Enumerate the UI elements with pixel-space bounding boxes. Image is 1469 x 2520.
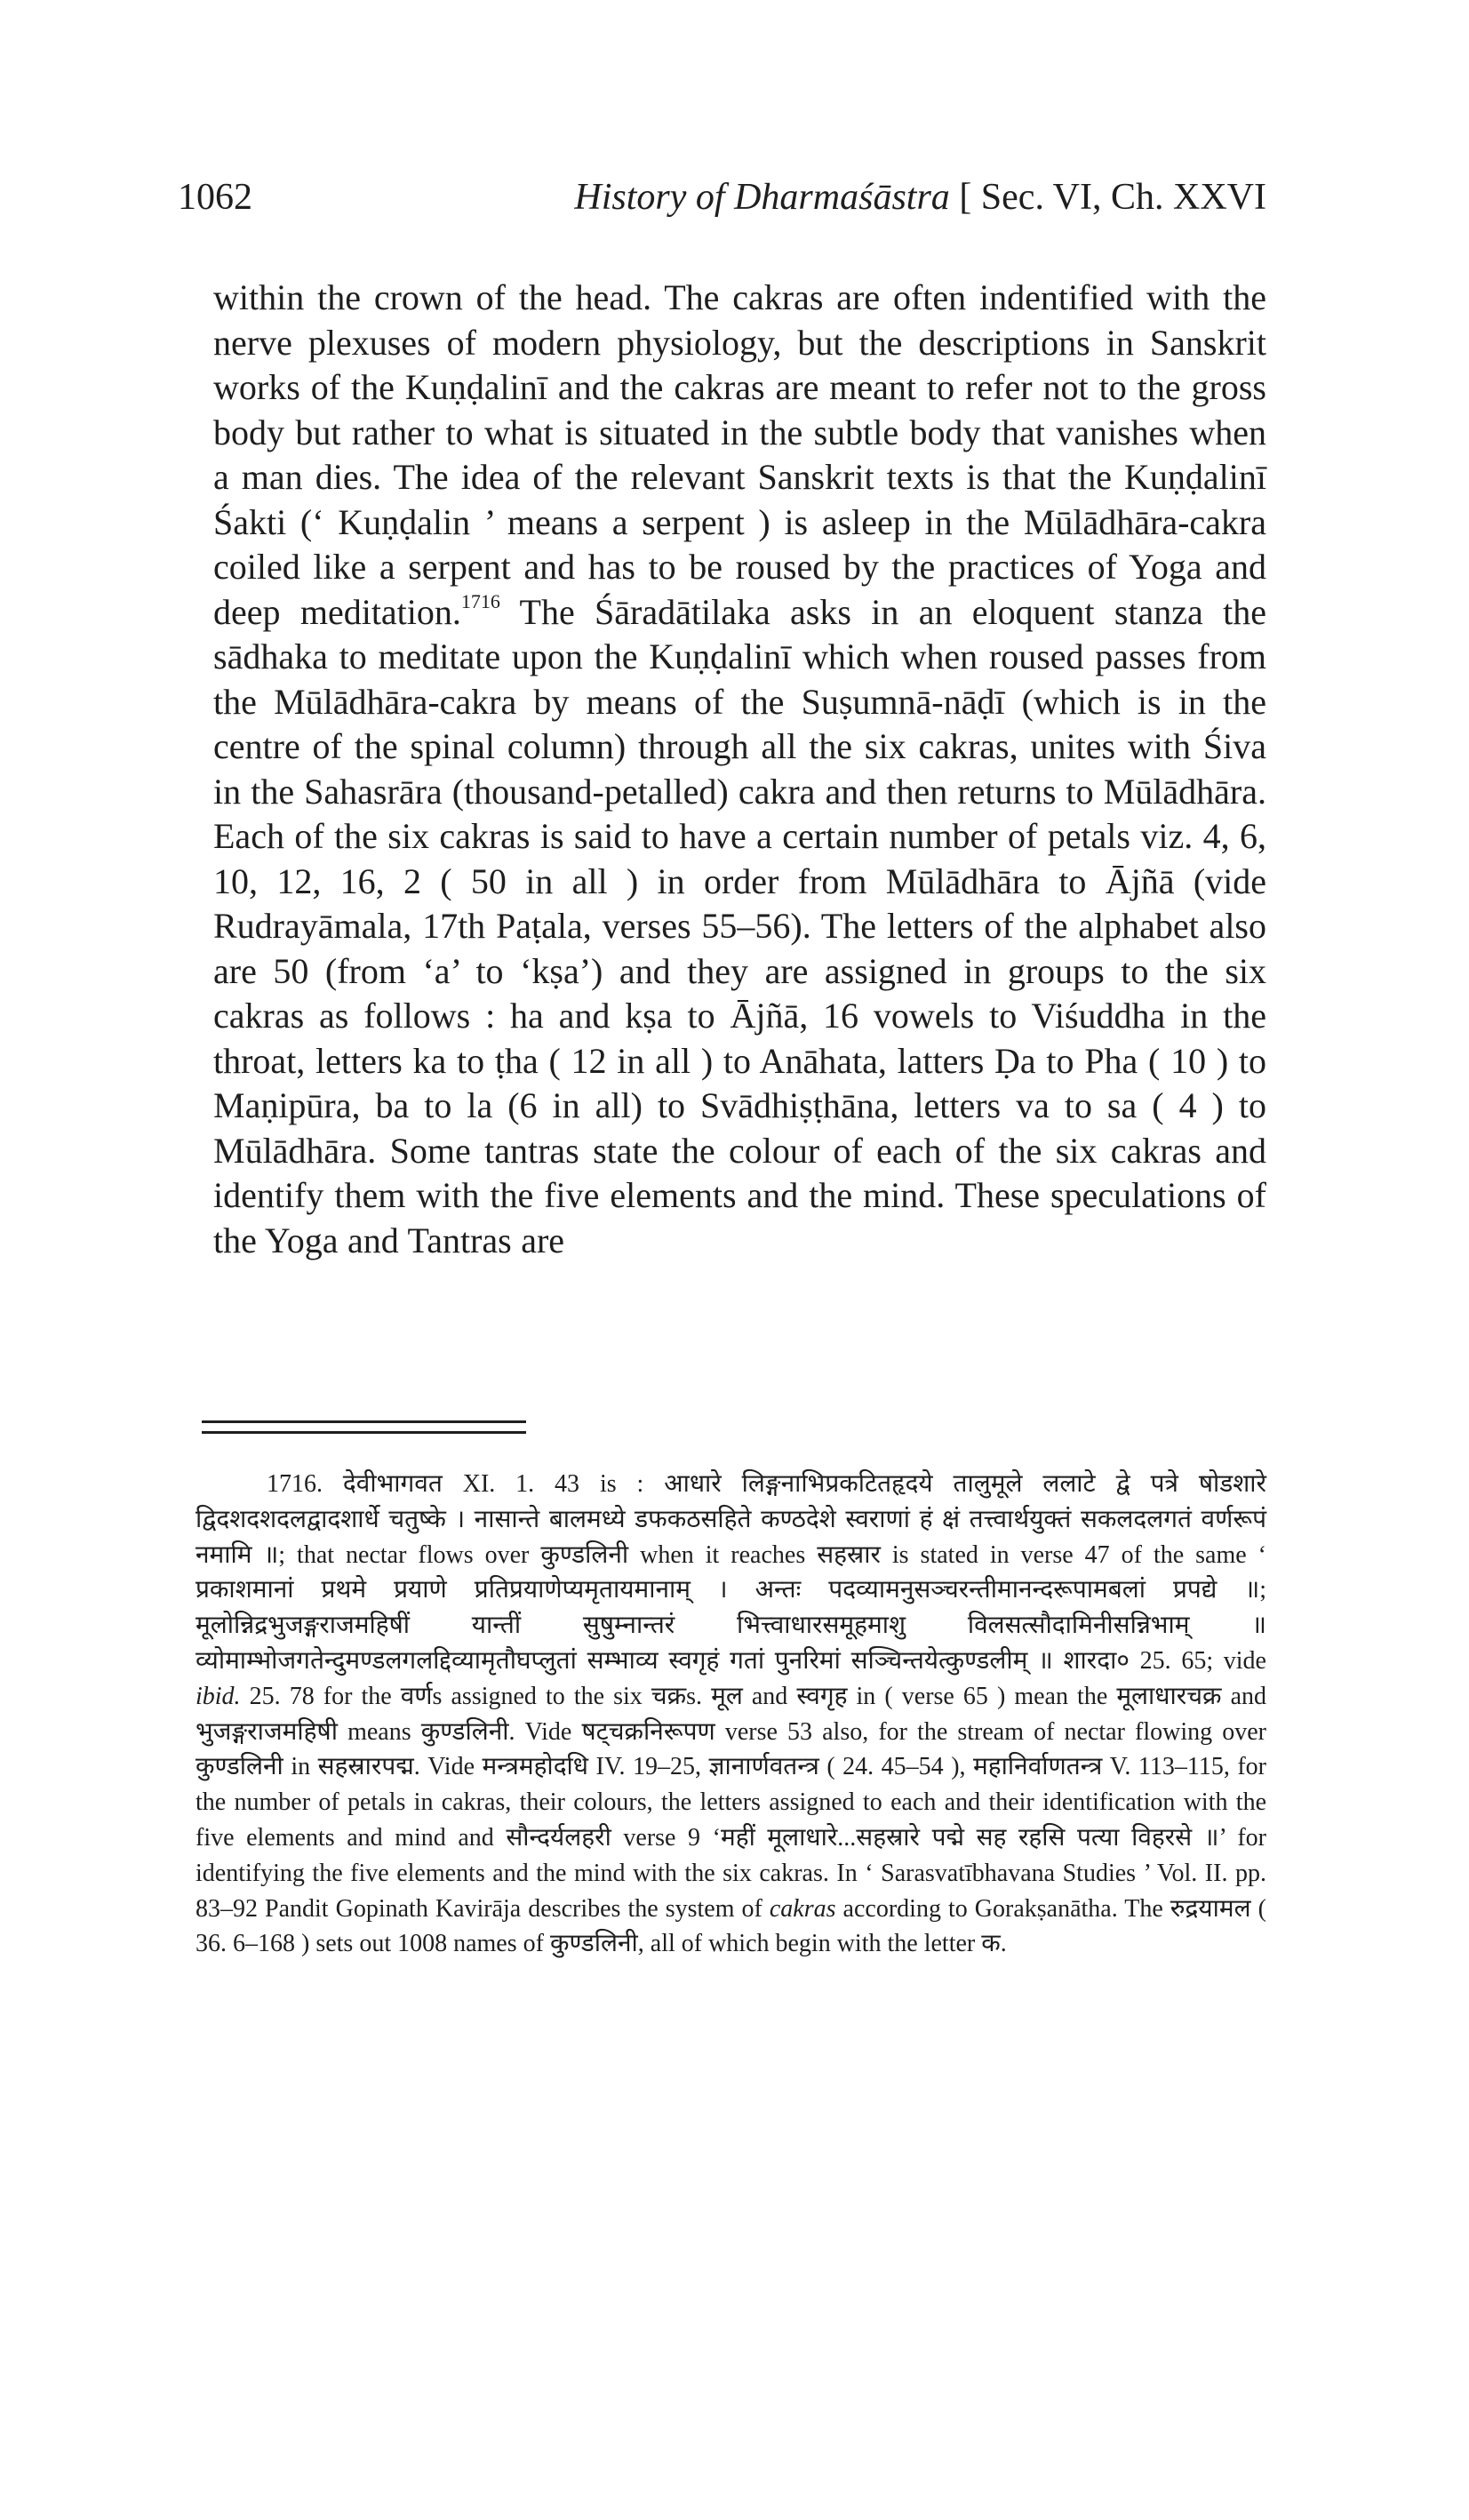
page-number: 1062	[178, 177, 252, 218]
footnote	[196, 1467, 1266, 1962]
page-header	[178, 176, 1266, 233]
running-title	[574, 176, 1266, 219]
footnote-reference: 1716	[460, 589, 500, 612]
footnote-text-part-1: देवीभागवत XI. 1. 43 is : आधारे लिङ्गनाभिप्रकटितहृदये तालुमूले ललाटे द्वे पत्रे षोडशारे द्विदशदशदलद्वादशार्धे चतुष्के । नासान्ते बालमध्ये डफकठसहिते कण्ठदेशे स्वराणां हं क्षं तत्त्वार्थयुक्तं सकलदलगतं वर्णरूपं नमामि ॥; that nectar flows over कुण्डलिनी when it reaches सहस्रार is stated in verse 47 of the same ‘ प्रकाशमानां प्रथमे प्रयाणे प्रतिप्रयाणेप्यमृतायमानाम् । अन्तः पदव्यामनुसञ्चरन्तीमानन्दरूपामबलां प्रपद्ये ॥; मूलोन्निद्रभुजङ्गराजमहिषीं यान्तीं सुषुम्नान्तरं भित्त्वाधारसमूहमाशु विलसत्सौदामिनीसन्निभाम् ॥ व्योमाम्भोजगतेन्दुमण्डलगलद्दिव्यामृतौघप्लुतां सम्भाव्य स्वगृहं गतां पुनरिमां सञ्चिन्तयेत्कुण्डलीम् ॥ शारदा० 25. 65; vide	[196, 1470, 1266, 1675]
footnote-rule-bottom	[202, 1431, 526, 1434]
footnote-rule-top	[202, 1420, 526, 1423]
running-title-book: History of Dharmaśāstra	[574, 177, 950, 218]
footnote-number: 1716.	[267, 1470, 323, 1498]
body-text-part-2: The Śāradātilaka asks in an eloquent stanza the sādhaka to meditate upon the Kuṇḍalinī which when roused passes from the Mūlādhāra-cakra by means of the Suṣumnā-nāḍī (which is in the centre of the spinal column) through all the six cakras, unites with Śiva in the Sahasrāra (thousand-petalled) cakra and then returns to Mūlādhāra. Each of the six cakras is said to have a certain number of petals viz. 4, 6, 10, 12, 16, 2 ( 50 in all ) in order from Mūlādhāra to Ājñā (vide Rudrayāmala, 17th Paṭala, verses 55–56). The letters of the alphabet also are 50 (from ‘a’ to ‘kṣa’) and they are assigned in groups to the six cakras as follows : ha and kṣa to Ājñā, 16 vowels to Viśuddha in the throat, letters ka to ṭha ( 12 in all ) to Anāhata, latters Ḍa to Pha ( 10 ) to Maṇipūra, ba to la (6 in all) to Svādhiṣṭhāna, letters va to sa ( 4 ) to Mūlādhāra. Some tantras state the colour of each of the six cakras and identify them with the five elements and the mind. These speculations of the Yoga and Tantras are	[213, 591, 1266, 1260]
footnote-cakras: cakras	[769, 1894, 836, 1923]
footnote-ibid: ibid.	[196, 1682, 241, 1710]
running-title-section: [ Sec. VI, Ch. XXVI	[949, 177, 1266, 218]
footnote-text-part-3: according to Gorakṣanātha. The रुद्रयामल ( 36. 6–168 ) sets out 1008 names of कुण्डलिनी, all of which begin with the letter क.	[196, 1894, 1266, 1958]
main-text	[213, 276, 1266, 1263]
body-text-part-1: within the crown of the head. The cakras are often indentified with the nerve plexuses of modern physiology, but the descriptions in Sanskrit works of the Kuṇḍalinī and the cakras are meant to refer not to the gross body but rather to what is situated in the subtle body that vanishes when a man dies. The idea of the relevant Sanskrit texts is that the Kuṇḍalinī Śakti (‘ Kuṇḍalin ’ means a serpent ) is asleep in the Mūlādhāra-cakra coiled like a serpent and has to be roused by the practices of Yoga and deep meditation.	[213, 277, 1266, 632]
footnote-text-part-2: 25. 78 for the वर्णs assigned to the six चक्रs. मूल and स्वगृह in ( verse 65 ) mean the मूलाधारचक्र and भुजङ्गराजमहिषी means कुण्डलिनी. Vide षट्चक्रनिरूपण verse 53 also, for the stream of nectar flowing over कुण्डलिनी in सहस्रारपद्म. Vide मन्त्रमहोदधि IV. 19–25, ज्ञानार्णवतन्त्र ( 24. 45–54 ), महानिर्वाणतन्त्र V. 113–115, for the number of petals in cakras, their colours, the letters assigned to each and their identification with the five elements and mind and सौन्दर्यलहरी verse 9 ‘महीं मूलाधारे...सहस्रारे पद्मे सह रहसि पत्या विहरसे ॥’ for identifying the five elements and the mind with the six cakras. In ‘ Sarasvatībhavana Studies ’ Vol. II. pp. 83–92 Pandit Gopinath Kavirāja describes the system of	[196, 1682, 1266, 1923]
